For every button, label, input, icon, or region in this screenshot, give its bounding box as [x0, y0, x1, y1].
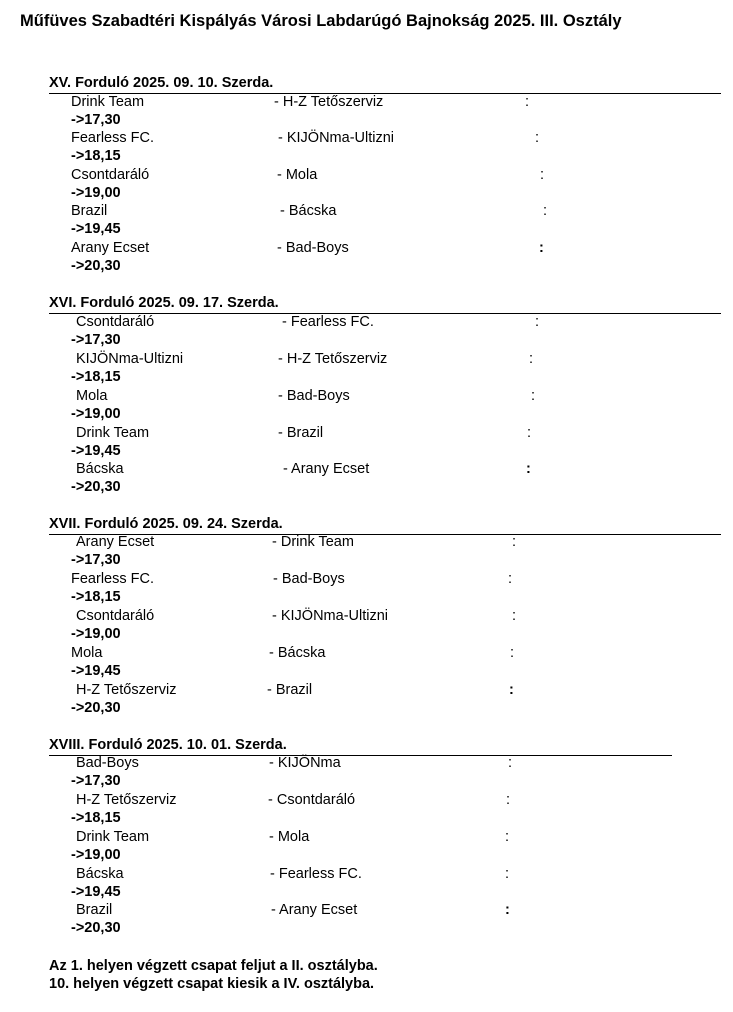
relegation-note: 10. helyen végzett csapat kiesik a IV. osztályba.: [49, 976, 375, 992]
away-team: - Bad-Boys: [278, 388, 350, 404]
away-team: - Mola: [277, 167, 318, 183]
home-team: Arany Ecset: [71, 240, 150, 256]
away-team: - Brazil: [278, 425, 324, 441]
away-team: - Mola: [269, 829, 310, 845]
kickoff-time: ->17,30: [71, 112, 121, 128]
kickoff-time: ->18,15: [71, 369, 121, 385]
away-team: - KIJÖNma: [269, 755, 341, 771]
match-row: [0, 351, 733, 388]
away-team: - KIJÖNma-Ultizni: [272, 608, 389, 624]
home-team: Csontdaráló: [71, 167, 150, 183]
round-header: XV. Forduló 2025. 09. 10. Szerda.: [49, 75, 721, 94]
home-team: Fearless FC.: [71, 571, 154, 587]
score-placeholder: :: [529, 351, 534, 367]
home-team: Bad-Boys: [76, 755, 139, 771]
match-row: [0, 534, 733, 571]
away-team: - Fearless FC.: [282, 314, 374, 330]
away-team: - Bácska: [269, 645, 326, 661]
match-row: [0, 94, 733, 131]
home-team: Fearless FC.: [71, 130, 154, 146]
home-team: Drink Team: [76, 425, 150, 441]
home-team: H-Z Tetőszerviz: [76, 682, 177, 698]
score-placeholder: :: [508, 755, 513, 771]
match-row: [0, 314, 733, 351]
match-row: [0, 682, 733, 719]
round-header: XVI. Forduló 2025. 09. 17. Szerda.: [49, 295, 721, 314]
home-team: H-Z Tetőszerviz: [76, 792, 177, 808]
score-placeholder: :: [512, 608, 517, 624]
home-team: Drink Team: [71, 94, 145, 110]
kickoff-time: ->19,00: [71, 847, 121, 863]
page-title: Műfüves Szabadtéri Kispályás Városi Labdarúgó Bajnokság 2025. III. Osztály: [20, 12, 622, 30]
away-team: - Arany Ecset: [283, 461, 370, 477]
score-placeholder: :: [508, 571, 513, 587]
score-placeholder: :: [525, 94, 530, 110]
home-team: Bácska: [76, 866, 124, 882]
home-team: Csontdaráló: [76, 314, 155, 330]
kickoff-time: ->19,45: [71, 663, 121, 679]
score-placeholder: :: [527, 425, 532, 441]
kickoff-time: ->18,15: [71, 589, 121, 605]
score-placeholder: :: [539, 240, 544, 256]
score-placeholder: :: [510, 645, 515, 661]
kickoff-time: ->18,15: [71, 810, 121, 826]
away-team: - Brazil: [267, 682, 313, 698]
score-placeholder: :: [526, 461, 531, 477]
home-team: Brazil: [71, 203, 108, 219]
away-team: - Bácska: [280, 203, 337, 219]
match-row: [0, 792, 733, 829]
kickoff-time: ->20,30: [71, 700, 121, 716]
kickoff-time: ->19,45: [71, 443, 121, 459]
kickoff-time: ->18,15: [71, 148, 121, 164]
match-row: [0, 203, 733, 240]
score-placeholder: :: [505, 829, 510, 845]
score-placeholder: :: [535, 314, 540, 330]
home-team: Mola: [76, 388, 108, 404]
away-team: - Arany Ecset: [271, 902, 358, 918]
match-row: [0, 425, 733, 462]
kickoff-time: ->19,00: [71, 626, 121, 642]
score-placeholder: :: [540, 167, 545, 183]
match-row: [0, 645, 733, 682]
away-team: - Csontdaráló: [268, 792, 356, 808]
home-team: Arany Ecset: [76, 534, 155, 550]
kickoff-time: ->17,30: [71, 552, 121, 568]
promotion-note: Az 1. helyen végzett csapat feljut a II. osztályba.: [49, 958, 378, 974]
away-team: - KIJÖNma-Ultizni: [278, 130, 395, 146]
match-row: [0, 571, 733, 608]
kickoff-time: ->17,30: [71, 773, 121, 789]
kickoff-time: ->19,00: [71, 185, 121, 201]
score-placeholder: :: [505, 866, 510, 882]
score-placeholder: :: [506, 792, 511, 808]
match-row: [0, 461, 733, 498]
kickoff-time: ->20,30: [71, 920, 121, 936]
score-placeholder: :: [543, 203, 548, 219]
away-team: - Drink Team: [272, 534, 354, 550]
kickoff-time: ->19,45: [71, 221, 121, 237]
score-placeholder: :: [531, 388, 536, 404]
kickoff-time: ->19,00: [71, 406, 121, 422]
home-team: KIJÖNma-Ultizni: [76, 351, 184, 367]
match-row: [0, 388, 733, 425]
kickoff-time: ->20,30: [71, 258, 121, 274]
away-team: - Bad-Boys: [277, 240, 349, 256]
match-row: [0, 829, 733, 866]
match-row: [0, 902, 733, 939]
round-header: XVII. Forduló 2025. 09. 24. Szerda.: [49, 516, 721, 535]
score-placeholder: :: [535, 130, 540, 146]
home-team: Drink Team: [76, 829, 150, 845]
match-row: [0, 167, 733, 204]
score-placeholder: :: [505, 902, 510, 918]
away-team: - Bad-Boys: [273, 571, 345, 587]
score-placeholder: :: [509, 682, 514, 698]
away-team: - Fearless FC.: [270, 866, 362, 882]
home-team: Mola: [71, 645, 103, 661]
score-placeholder: :: [512, 534, 517, 550]
match-row: [0, 240, 733, 277]
away-team: - H-Z Tetőszerviz: [278, 351, 388, 367]
home-team: Brazil: [76, 902, 113, 918]
match-row: [0, 608, 733, 645]
home-team: Bácska: [76, 461, 124, 477]
home-team: Csontdaráló: [76, 608, 155, 624]
round-header: XVIII. Forduló 2025. 10. 01. Szerda.: [49, 737, 672, 756]
kickoff-time: ->19,45: [71, 884, 121, 900]
match-row: [0, 755, 733, 792]
kickoff-time: ->20,30: [71, 479, 121, 495]
match-row: [0, 866, 733, 903]
match-row: [0, 130, 733, 167]
kickoff-time: ->17,30: [71, 332, 121, 348]
away-team: - H-Z Tetőszerviz: [274, 94, 384, 110]
